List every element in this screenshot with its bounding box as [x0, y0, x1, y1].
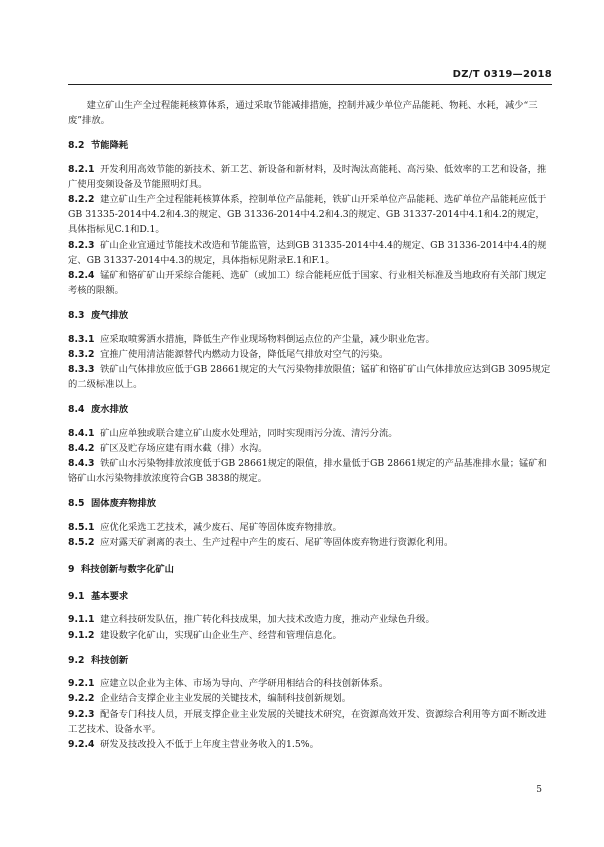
clause-8-3-3: 8.3.3 铁矿山气体排放应低于GB 28661规定的大气污染物排放限值；锰矿和铬矿矿山气体排放应达到GB 3095规定的二级标准以上。	[68, 364, 551, 391]
page-content	[68, 98, 552, 752]
clause-9-1-1: 9.1.1 建立科技研发队伍，推广转化科技成果，加大技术改造力度，推动产业绿色升级。	[68, 614, 435, 626]
clause-8-2-4: 8.2.4 锰矿和铬矿矿山开采综合能耗、选矿（或加工）综合能耗应低于国家、行业相关标准及当地政府有关部门规定考核的限额。	[68, 270, 547, 297]
clause-8-5-2: 8.5.2 应对露天矿剥离的表土、生产过程中产生的废石、尾矿等固体废弃物进行资源化利用。	[68, 536, 454, 548]
clause-9-2-3: 9.2.3 配备专门科技人员，开展支撑企业主业发展的关键技术研究，在资源高效开发、资源综合利用等方面不断改进工艺技术、设备水平。	[68, 708, 547, 735]
section-heading-8-4: 8.4 废水排放	[68, 404, 129, 416]
clause-8-3-2: 8.3.2 宜推广使用清洁能源替代内燃动力设备，降低尾气排放对空气的污染。	[68, 348, 389, 360]
clause-8-2-1: 8.2.1 开发利用高效节能的新技术、新工艺、新设备和新材料，及时淘汰高能耗、高污染、低效率的工艺和设备，推广使用变频设备及节能照明灯具。	[68, 163, 547, 190]
clause-9-2-1: 9.2.1 应建立以企业为主体、市场为导向、产学研用相结合的科技创新体系。	[68, 678, 389, 690]
document-code: DZ/T 0319—2018	[452, 69, 552, 80]
intro-paragraph: 建立矿山生产全过程能耗核算体系，通过采取节能减排措施，控制并减少单位产品能耗、物耗、水耗，减少“三废”排放。	[68, 100, 538, 127]
page-number: 5	[536, 785, 542, 795]
chapter-heading-9: 9 科技创新与数字化矿山	[68, 564, 174, 576]
section-heading-9-2: 9.2 科技创新	[68, 654, 129, 666]
section-heading-8-3: 8.3 废气排放	[68, 310, 129, 322]
clause-8-3-1: 8.3.1 应采取喷雾洒水措施，降低生产作业现场物料倒运点位的产尘量，减少职业危害。	[68, 333, 435, 345]
clause-8-4-1: 8.4.1 矿山应单独或联合建立矿山废水处理站，同时实现雨污分流、清污分流。	[68, 427, 398, 439]
clause-9-1-2: 9.1.2 建设数字化矿山，实现矿山企业生产、经营和管理信息化。	[68, 629, 342, 641]
clause-8-5-1: 8.5.1 应优化采选工艺技术，减少废石、尾矿等固体废弃物排放。	[68, 521, 342, 533]
clause-8-4-3: 8.4.3 铁矿山水污染物排放浓度低于GB 28661规定的限值，排水量低于GB 28661规定的产品基准排水量；锰矿和铬矿山水污染物排放浓度符合GB 3838的规定。	[68, 458, 547, 485]
clause-8-4-2: 8.4.2 矿区及贮存场应建有雨水截（排）水沟。	[68, 442, 268, 454]
clause-8-2-2: 8.2.2 建立矿山生产全过程能耗核算体系，控制单位产品能耗，铁矿山开采单位产品能耗、选矿单位产品能耗应低于GB 31335-2014中4.2和4.3的规定、GB 31336-2014中4.2和4.3的规定、GB 31337-2014中4.1和4.2的规定，具体指标见C.1和D.1。	[68, 194, 547, 236]
clause-9-2-4: 9.2.4 研发及技改投入不低于上年度主营业务收入的1.5%。	[68, 738, 319, 750]
header-rule	[68, 84, 552, 85]
clause-8-2-3: 8.2.3 矿山企业宜通过节能技术改造和节能监管，达到GB 31335-2014中4.4的规定、GB 31336-2014中4.4的规定、GB 31337-2014中4.3的规定，具体指标见附录E.1和F.1。	[68, 239, 547, 266]
section-heading-8-2: 8.2 节能降耗	[68, 140, 129, 152]
section-heading-8-5: 8.5 固体废弃物排放	[68, 498, 157, 510]
section-heading-9-1: 9.1 基本要求	[68, 591, 129, 603]
clause-9-2-2: 9.2.2 企业结合支撑企业主业发展的关键技术，编制科技创新规划。	[68, 693, 352, 705]
